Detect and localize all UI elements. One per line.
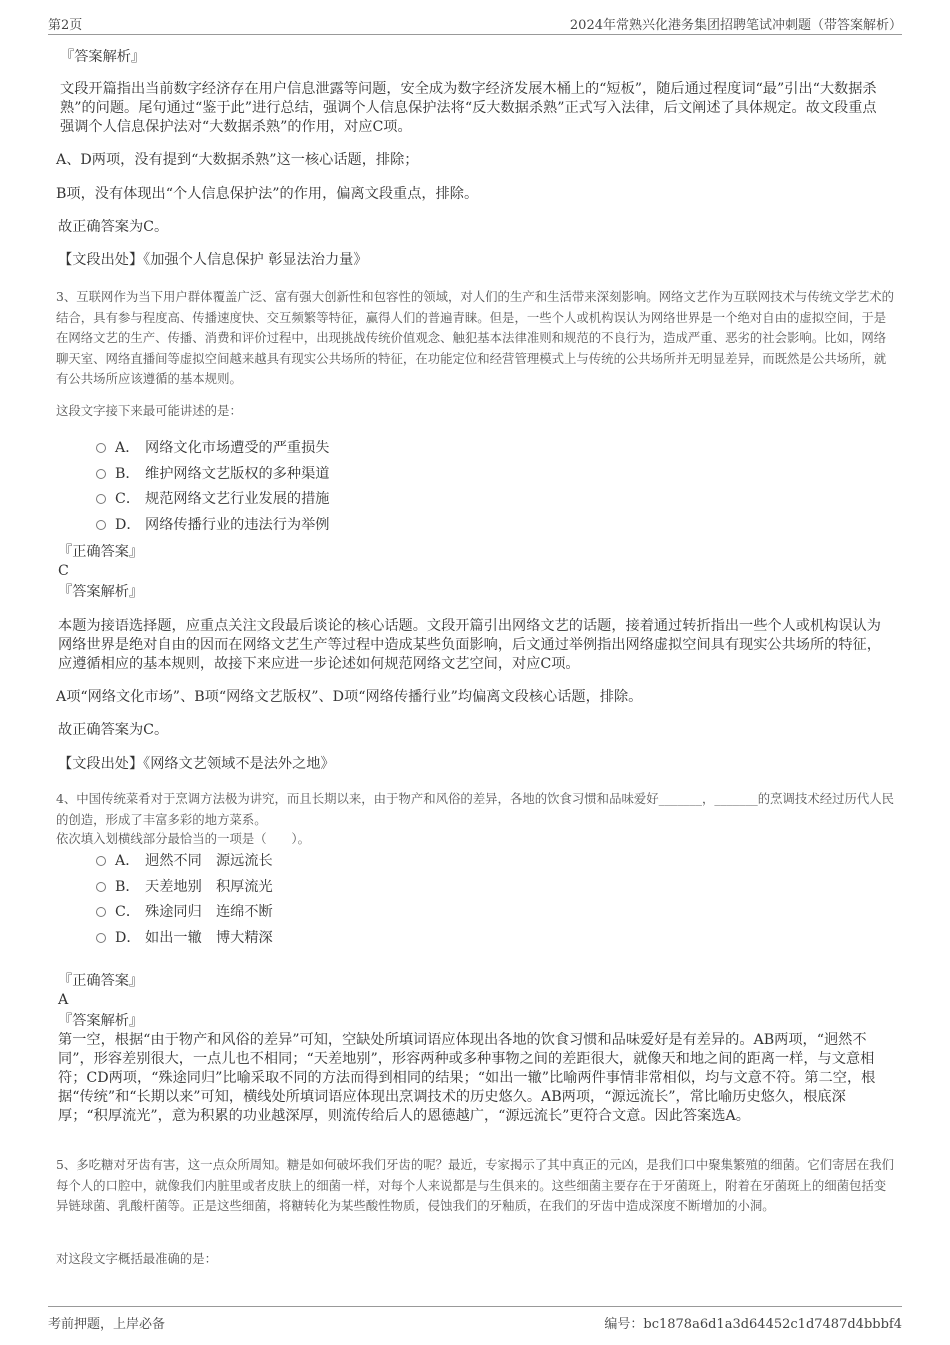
q5-prompt: 对这段文字概括最准确的是： [56,1251,218,1266]
q2-source: 【文段出处】《加强个人信息保护 彰显法治力量》 [58,252,368,268]
q3-stem: 3、互联网作为当下用户群体覆盖广泛、富有强大创新性和包容性的领域，对人们的生产和生活带来深刻影响。网络文艺作为互联网技术与传统文学艺术的结合，具有参与程度高、传播速度快、交互频繁等特征，赢得人们的普遍青睐。但是，一些个人或机构误认为网络世界是一个绝对自由的虚拟空间，于是在网络文艺的生产、传播、消费和评价过程中，出现挑战传统价值观念、触犯基本法律准则和规范的不良行为，造成严重、恶劣的社会影响。比如，网络聊天室、网络直播间等虚拟空间越来越具有现实公共场所的特征，在功能定位和经营管理模式上与传统的公共场所并无明显差异，而既然是公共场所，就有公共场所应该遵循的基本规则。 [56,289,895,386]
q4-correct-answer: A [58,992,69,1008]
page-header [48,12,902,35]
q2-conclusion: 故正确答案为C。 [58,219,169,235]
q4-analysis-text: 第一空，根据“由于物产和风俗的差异”可知，空缺处所填词语应体现出各地的饮食习惯和品味爱好是有差异的。AB两项，“迥然不同”，形容差别很大，一点儿也不相同；“天差地别”，形容两种或多种事物之间的差距很大，就像天和地之间的距离一样，与文意相符；CD两项，“殊途同归”比喻采取不同的方法而得到相同的结果；“如出一辙”比喻两件事情非常相似，均与文意不符。第二空，根据“传统”和“长期以来”可知，横线处所填词语应体现出烹调技术的历史悠久。AB两项，“源远流长”，常比喻历史悠久，根底深厚；“积厚流光”，意为积累的功业越深厚，则流传给后人的恩德越广，“源远流长”更符合文意。因此答案选A。 [58,1032,876,1124]
radio-icon[interactable] [96,882,106,892]
q3-options [96,436,329,539]
radio-icon[interactable] [96,494,106,504]
page-footer [48,1306,902,1331]
radio-icon[interactable] [96,933,106,943]
q3-analysis-label: 『答案解析』 [58,584,144,600]
q3-correct-label: 『正确答案』 [58,544,144,560]
radio-icon[interactable] [96,469,106,479]
q4-options [96,849,273,952]
document-title: 2024年常熟兴化港务集团招聘笔试冲刺题（带答案解析） [569,18,902,33]
q4-option-d[interactable]: D． 如出一辙 博大精深 [96,926,273,952]
q3-correct-answer: C [58,563,69,579]
q3-source: 【文段出处】《网络文艺领域不是法外之地》 [58,756,335,772]
q4-correct-label: 『正确答案』 [58,973,144,989]
q5-stem: 5、多吃糖对牙齿有害，这一点众所周知。糖是如何破坏我们牙齿的呢？最近，专家揭示了其中真正的元凶，是我们口中聚集繁殖的细菌。它们寄居在我们每个人的口腔中，就像我们内脏里或者皮肤上的细菌一样，对每个人来说都是与生俱来的。这些细菌主要存在于牙菌斑上，附着在牙菌斑上的细菌包括变异链球菌、乳酸杆菌等。正是这些细菌，将糖转化为某些酸性物质，侵蚀我们的牙釉质，在我们的牙齿中造成深度不断增加的小洞。 [56,1157,895,1213]
document-code: 编号：bc1878a6d1a3d64452c1d7487d4bbbf4 [604,1317,902,1332]
q3-option-b[interactable]: B． 维护网络文艺版权的多种渠道 [96,462,329,488]
q2-analysis-text: 文段开篇指出当前数字经济存在用户信息泄露等问题，安全成为数字经济发展木桶上的“短板”，随后通过程度词“最”引出“大数据杀熟”的问题。尾句通过“鉴于此”进行总结，强调个人信息保护法将“反大数据杀熟”正式写入法律，后文阐述了具体规定。故文段重点强调个人信息保护法对“大数据杀熟”的作用，对应C项。 [60,81,877,135]
q2-analysis-label: 『答案解析』 [60,49,146,65]
q2-exclude-ad: A、D两项，没有提到“大数据杀熟”这一核心话题，排除； [56,152,419,168]
q3-option-d[interactable]: D． 网络传播行业的违法行为举例 [96,513,329,539]
q3-option-c[interactable]: C． 规范网络文艺行业发展的措施 [96,487,329,513]
radio-icon[interactable] [96,443,106,453]
q3-exclude: A项“网络文化市场”、B项“网络文艺版权”、D项“网络传播行业”均偏离文段核心话题，排除。 [56,689,643,705]
footer-motto: 考前押题，上岸必备 [48,1317,166,1332]
q2-exclude-b: B项，没有体现出“个人信息保护法”的作用，偏离文段重点，排除。 [56,186,479,202]
q4-stem: 4、中国传统菜肴对于烹调方法极为讲究，而且长期以来，由于物产和风俗的差异，各地的饮食习惯和品味爱好_______，_______的烹调技术经过历代人民的创造，形成了丰富多彩的地方菜系。 [56,791,895,827]
q3-prompt: 这段文字接下来最可能讲述的是： [56,403,242,418]
q3-analysis-text: 本题为接语选择题，应重点关注文段最后谈论的核心话题。文段开篇引出网络文艺的话题，接着通过转折指出一些个人或机构误认为网络世界是绝对自由的因而在网络文艺生产等过程中造成某些负面影响，后文通过举例指出网络虚拟空间具有现实公共场所的特征，应遵循相应的基本规则，故接下来应进一步论述如何规范网络文艺空间，对应C项。 [58,618,881,672]
radio-icon[interactable] [96,520,106,530]
q3-option-a[interactable]: A． 网络文化市场遭受的严重损失 [96,436,329,462]
q3-conclusion: 故正确答案为C。 [58,722,169,738]
q4-option-c[interactable]: C． 殊途同归 连绵不断 [96,900,273,926]
radio-icon[interactable] [96,907,106,917]
q4-prompt: 依次填入划横线部分最恰当的一项是（ ）。 [56,831,311,846]
q4-option-b[interactable]: B． 天差地别 积厚流光 [96,875,273,901]
q4-analysis-label: 『答案解析』 [58,1013,144,1029]
page-number: 第2页 [48,18,83,33]
q4-option-a[interactable]: A． 迥然不同 源远流长 [96,849,273,875]
radio-icon[interactable] [96,856,106,866]
